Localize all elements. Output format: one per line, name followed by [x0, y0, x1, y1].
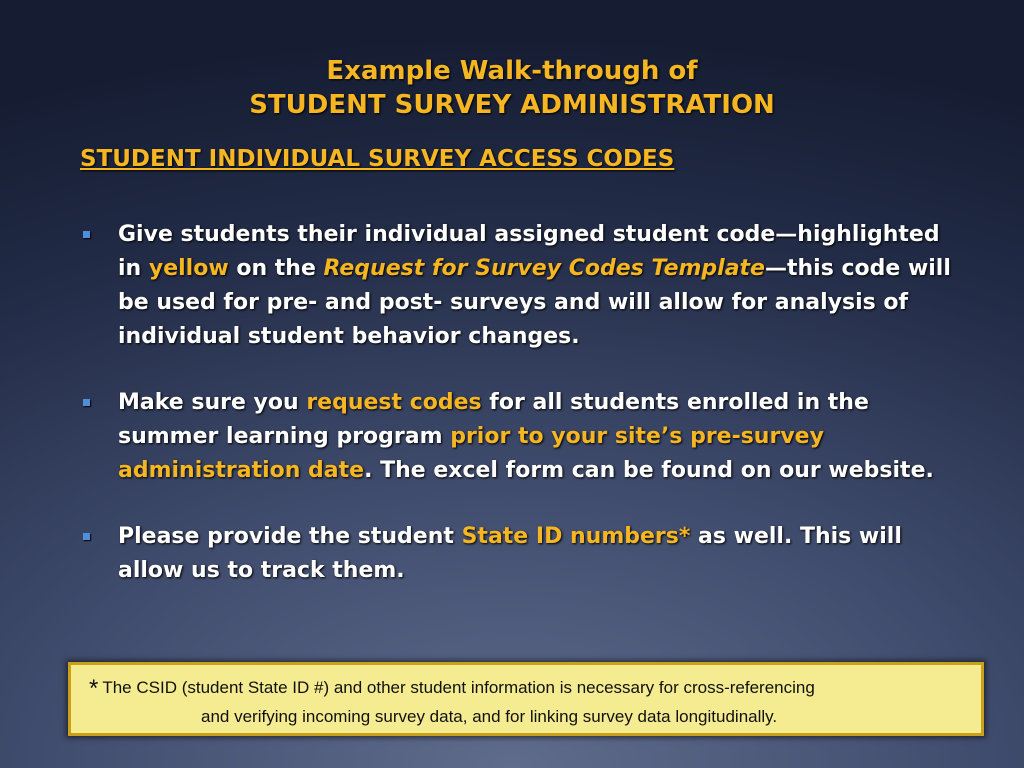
title-line-2: STUDENT SURVEY ADMINISTRATION: [249, 90, 775, 120]
square-bullet-icon: [83, 399, 90, 406]
slide-title: [0, 54, 1024, 122]
square-bullet-icon: [83, 231, 90, 238]
square-bullet-icon: [83, 533, 90, 540]
highlight-template-name: Request for Survey Codes Template: [323, 256, 765, 281]
footnote-line-2: and verifying incoming survey data, and for linking survey data longitudinally.: [201, 707, 778, 726]
bullet-text: Please provide the student: [118, 524, 462, 549]
footnote-text-1: The CSID (student State ID #) and other student information is necessary for cross-referencing: [102, 678, 815, 697]
highlight-yellow: yellow: [148, 256, 229, 281]
bullet-list: [80, 218, 960, 620]
bullet-text: as well. This will allow us to track them.: [118, 524, 902, 583]
bullet-text: Give students their individual assigned student code—highlighted in: [118, 222, 940, 281]
bullet-item-state-id: [80, 520, 960, 588]
title-line-1: Example Walk-through of: [326, 56, 698, 86]
highlight-request-codes: request codes: [306, 390, 482, 415]
bullet-text: . The excel form can be found on our website.: [364, 458, 934, 483]
highlight-prior-date: prior to your site’s pre-survey administration date: [118, 424, 824, 483]
bullet-text: for all students enrolled in the summer learning program: [118, 390, 869, 449]
bullet-text: on the: [228, 256, 324, 281]
bullet-item-codes: [80, 218, 960, 354]
bullet-text: Make sure you: [118, 390, 307, 415]
footnote-box: [68, 662, 984, 736]
bullet-text: —this code will be used for pre- and post- surveys and will allow for analysis of individual student behavior changes.: [118, 256, 951, 349]
bullet-item-request: [80, 386, 960, 488]
footnote-line-1: [89, 675, 815, 703]
section-heading: STUDENT INDIVIDUAL SURVEY ACCESS CODES: [80, 146, 675, 172]
footnote-asterisk: *: [89, 675, 99, 702]
highlight-state-id: State ID numbers*: [461, 524, 691, 549]
